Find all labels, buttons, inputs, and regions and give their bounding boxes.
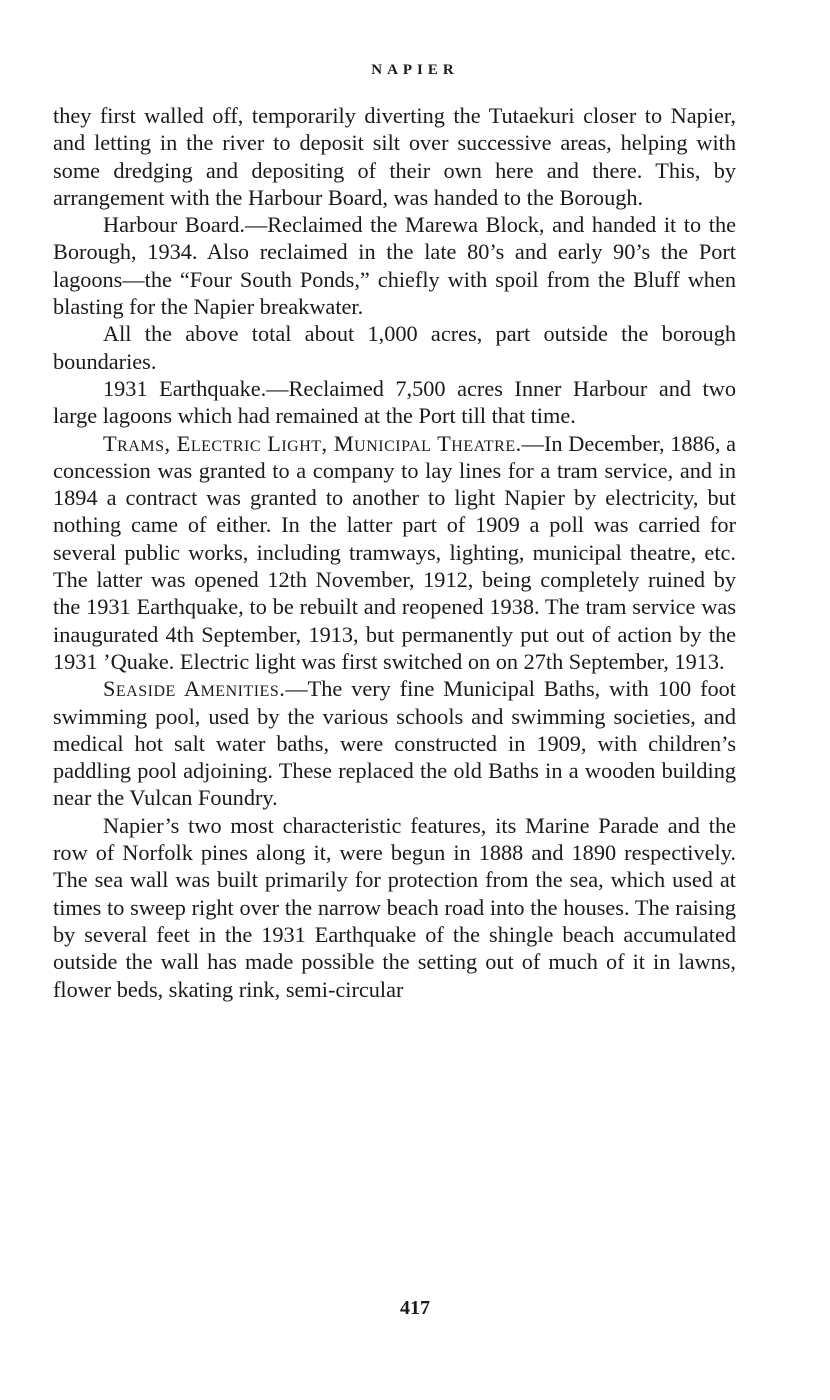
paragraph-earthquake — [53, 375, 736, 430]
paragraph-trams — [53, 430, 736, 676]
paragraph-seaside — [53, 675, 736, 811]
paragraph-marine-parade — [53, 812, 736, 1003]
running-head: NAPIER — [371, 62, 459, 78]
paragraph-text: 1931 Earthquake.—Reclaimed 7,500 acres Inner Harbour and two large lagoons which had remained at the Port till that time. — [53, 375, 736, 429]
paragraph-text: they first walled off, temporarily diverting the Tutaekuri closer to Napier, and letting in the river to deposit silt over successive areas, helping with some dredging and depositing of their own here and there. This, by arrangement with the Harbour Board, was handed to the Borough. — [53, 103, 736, 210]
section-heading: Seaside Amenities. — [103, 676, 286, 702]
paragraph-text: All the above total about 1,000 acres, part outside the borough boundaries. — [53, 321, 736, 374]
paragraph-continuation — [53, 102, 736, 211]
section-heading: Trams, Electric Light, Municipal Theatre. — [103, 430, 522, 456]
paragraph-text: —In December, 1886, a concession was granted to a company to lay lines for a tram service, and in 1894 a contract was granted to another to light Napier by electricity, but nothing came of either. In the latter part of 1909 a poll was carried for several public works, including tramways, lighting, municipal theatre, etc. The latter was opened 12th November, 1912, being completely ruined by the 1931 Earthquake, to be rebuilt and reopened 1938. The tram service was inaugurated 4th September, 1913, but permanently put out of action by the 1931 ’Quake. Electric light was first switched on on 27th September, 1913. — [53, 430, 736, 674]
paragraph-harbour-board — [53, 211, 736, 320]
paragraph-text: Napier’s two most characteristic features, its Marine Parade and the row of Norfolk pines along it, were begun in 1888 and 1890 respectively. The sea wall was built primarily for protection from the sea, which used at times to sweep right over the narrow beach road into the houses. The raising by several feet in the 1931 Earthquake of the shingle beach accumulated outside the wall has made possible the setting out of much of it in lawns, flower beds, skating rink, semi-circular — [53, 812, 736, 1002]
body-text — [53, 102, 736, 1003]
paragraph-text: Harbour Board.—Reclaimed the Marewa Block, and handed it to the Borough, 1934. Also reclaimed in the late 80’s and early 90’s the Port lagoons—the “Four South Ponds,” chiefly with spoil from the Bluff when blasting for the Napier breakwater. — [53, 212, 736, 320]
page-number: 417 — [400, 1297, 430, 1319]
paragraph-total-acres — [53, 320, 736, 375]
paragraph-text: —The very fine Municipal Baths, with 100 foot swimming pool, used by the various schools and swimming societies, and medical hot salt water baths, were constructed in 1909, with children’s paddling pool adjoining. These replaced the old Baths in a wooden building near the Vulcan Foundry. — [53, 676, 736, 811]
